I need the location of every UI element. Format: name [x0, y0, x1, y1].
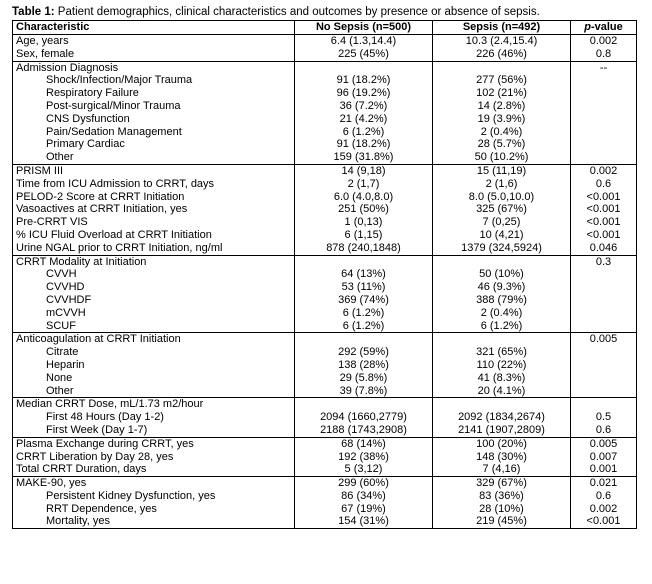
cell-sepsis — [433, 164, 571, 255]
header-p-italic: p — [584, 21, 591, 33]
row-label: Anticoagulation at CRRT Initiation — [16, 333, 181, 346]
row-value: 1 (0,13) — [344, 216, 383, 229]
row-value: 10.3 (2.4,15.4) — [465, 35, 538, 47]
row-value: 28 (5.7%) — [477, 138, 526, 151]
row-value: 0.005 — [589, 333, 618, 346]
row-value: 21 (4.2%) — [339, 112, 388, 125]
cell-characteristic — [13, 61, 295, 164]
row-value: 299 (60%) — [338, 477, 389, 490]
row-value — [574, 74, 633, 87]
row-value: 10 (4,21) — [479, 228, 524, 241]
cell-no-sepsis — [295, 255, 433, 333]
row-value — [574, 138, 633, 151]
row-value — [574, 151, 633, 164]
row-value: <0.001 — [586, 228, 621, 241]
row-value — [574, 268, 633, 281]
cell-p-value — [571, 333, 637, 398]
row-value: 0.001 — [589, 463, 618, 476]
row-value — [574, 320, 633, 333]
cell-characteristic — [13, 437, 295, 476]
row-value: 251 (50%) — [338, 203, 389, 216]
row-value: 19 (3.9%) — [477, 112, 526, 125]
row-label: CVVHD — [46, 281, 85, 294]
row-value: 6 (1.2%) — [480, 319, 523, 332]
row-value: 86 (34%) — [341, 489, 386, 502]
row-value: 6 (1.2%) — [342, 125, 385, 138]
table-row-group — [13, 255, 637, 333]
row-label: None — [46, 371, 73, 384]
cell-no-sepsis — [295, 61, 433, 164]
row-value — [574, 346, 633, 359]
row-value: 2 (1,6) — [485, 177, 518, 190]
row-label: Respiratory Failure — [46, 87, 139, 100]
row-label: PRISM III — [16, 164, 64, 177]
cell-characteristic — [13, 164, 295, 255]
row-value: 369 (74%) — [338, 293, 389, 306]
row-value: 219 (45%) — [476, 515, 527, 528]
row-label: RRT Dependence, yes — [46, 502, 157, 515]
row-value — [298, 398, 429, 411]
row-value — [574, 359, 633, 372]
patient-demographics-table — [12, 20, 637, 529]
cell-characteristic — [13, 333, 295, 398]
table-row-group — [13, 61, 637, 164]
row-value: 41 (8.3%) — [477, 371, 526, 384]
row-value: 159 (31.8%) — [333, 151, 394, 164]
row-label: Median CRRT Dose, mL/1.73 m2/hour — [16, 398, 204, 411]
row-value — [298, 333, 429, 346]
row-value: 138 (28%) — [338, 358, 389, 371]
row-value — [574, 87, 633, 100]
row-value — [574, 307, 633, 320]
row-value: 64 (13%) — [341, 268, 386, 281]
cell-p-value — [571, 255, 637, 333]
row-value: 91 (18.2%) — [336, 138, 391, 151]
row-label: Time from ICU Admission to CRRT, days — [16, 177, 215, 190]
cell-sepsis — [433, 61, 571, 164]
table-row-group — [13, 333, 637, 398]
row-value: 68 (14%) — [341, 437, 386, 450]
row-value: 102 (21%) — [476, 87, 527, 100]
row-value — [574, 281, 633, 294]
row-value: 91 (18.2%) — [336, 74, 391, 87]
row-value: 14 (2.8%) — [477, 99, 526, 112]
cell-p-value — [571, 35, 637, 62]
table-row-group — [13, 477, 637, 529]
table-row-group — [13, 35, 637, 62]
cell-no-sepsis — [295, 398, 433, 437]
header-no-sepsis: No Sepsis (n=500) — [295, 21, 433, 35]
row-label: Plasma Exchange during CRRT, yes — [16, 437, 194, 450]
cell-p-value — [571, 437, 637, 476]
row-value: 6.4 (1.3,14.4) — [330, 35, 397, 47]
row-value — [574, 294, 633, 307]
cell-characteristic — [13, 398, 295, 437]
row-label: MAKE-90, yes — [16, 477, 87, 490]
row-value: <0.001 — [586, 515, 621, 528]
row-value: 50 (10.2%) — [474, 151, 529, 164]
row-value: 8.0 (5.0,10.0) — [468, 190, 535, 203]
row-value — [298, 256, 429, 269]
row-value: 53 (11%) — [341, 281, 386, 294]
table-caption — [12, 6, 540, 19]
cell-sepsis — [433, 437, 571, 476]
caption-label: Table 1: — [12, 6, 55, 18]
cell-no-sepsis — [295, 35, 433, 62]
row-value — [436, 333, 567, 346]
row-value: 0.6 — [595, 489, 612, 502]
row-value: 0.002 — [589, 164, 618, 177]
header-sepsis: Sepsis (n=492) — [433, 21, 571, 35]
row-value: 110 (22%) — [476, 358, 527, 371]
row-value: 0.002 — [589, 502, 618, 515]
table-row-group — [13, 164, 637, 255]
row-label: Admission Diagnosis — [16, 61, 119, 74]
row-value: 0.3 — [595, 255, 612, 268]
cell-sepsis — [433, 477, 571, 529]
row-value: 277 (56%) — [476, 74, 527, 87]
row-value: 28 (10%) — [479, 502, 524, 515]
row-value: 36 (7.2%) — [339, 99, 388, 112]
row-label: mCVVH — [46, 306, 86, 319]
row-value: 388 (79%) — [476, 293, 527, 306]
row-label: First Week (Day 1-7) — [46, 423, 148, 436]
row-value: 2092 (1834,2674) — [458, 411, 545, 424]
cell-p-value — [571, 164, 637, 255]
row-value: 7 (0,25) — [482, 216, 521, 229]
row-value: 46 (9.3%) — [477, 281, 526, 294]
cell-sepsis — [433, 398, 571, 437]
row-label: Other — [46, 384, 74, 397]
row-label: SCUF — [46, 319, 76, 332]
row-label: First 48 Hours (Day 1-2) — [46, 411, 164, 424]
row-value: 15 (11,19) — [476, 164, 527, 177]
row-label: Total CRRT Duration, days — [16, 463, 147, 476]
row-value: <0.001 — [586, 203, 621, 216]
row-value: -- — [599, 61, 608, 74]
row-value: 2 (0.4%) — [480, 125, 523, 138]
row-value — [436, 398, 567, 411]
row-value: 192 (38%) — [338, 450, 389, 463]
row-value — [574, 126, 633, 139]
row-label: Pain/Sedation Management — [46, 125, 182, 138]
row-label: Vasoactives at CRRT Initiation, yes — [16, 203, 188, 216]
row-label: CVVH — [46, 268, 77, 281]
row-value: 96 (19.2%) — [336, 87, 391, 100]
row-label: Urine NGAL prior to CRRT Initiation, ng/ml — [16, 241, 223, 254]
row-value: 321 (65%) — [476, 346, 527, 359]
row-value — [574, 385, 633, 398]
row-value: 0.021 — [589, 477, 618, 490]
row-value: 39 (7.8%) — [339, 384, 388, 397]
row-value: 67 (19%) — [341, 502, 386, 515]
header-characteristic: Characteristic — [13, 21, 295, 35]
cell-no-sepsis — [295, 333, 433, 398]
caption-text: Patient demographics, clinical characteristics and outcomes by presence or absence of sepsis. — [54, 6, 540, 18]
row-value: 6 (1,15) — [344, 228, 383, 241]
row-value: 2141 (1907,2809) — [458, 423, 545, 436]
row-value: 148 (30%) — [476, 450, 527, 463]
row-label: Pre-CRRT VIS — [16, 216, 88, 229]
row-value: 292 (59%) — [338, 346, 389, 359]
row-value — [574, 372, 633, 385]
cell-no-sepsis — [295, 164, 433, 255]
cell-sepsis — [433, 35, 571, 62]
cell-p-value — [571, 398, 637, 437]
row-value: 7 (4,16) — [482, 463, 521, 476]
row-label: CRRT Modality at Initiation — [16, 255, 147, 268]
table-row-group — [13, 398, 637, 437]
row-value — [436, 62, 567, 75]
row-value: 83 (36%) — [479, 489, 524, 502]
header-p-suffix: -value — [590, 21, 623, 33]
row-value: 0.8 — [595, 47, 612, 60]
row-label: Shock/Infection/Major Trauma — [46, 74, 193, 87]
row-value — [574, 398, 633, 411]
row-value: 14 (9,18) — [341, 164, 386, 177]
row-value: 20 (4.1%) — [477, 384, 526, 397]
row-value: 0.007 — [589, 450, 618, 463]
row-value: 0.5 — [595, 411, 612, 424]
row-label: Mortality, yes — [46, 515, 110, 528]
row-value: 325 (67%) — [476, 203, 527, 216]
row-label: Post-surgical/Minor Trauma — [46, 99, 181, 112]
row-value: 2 (0.4%) — [480, 306, 523, 319]
row-label: Sex, female — [16, 47, 75, 60]
row-value — [574, 100, 633, 113]
row-value: 1379 (324,5924) — [461, 241, 542, 254]
row-value: 6 (1.2%) — [342, 319, 385, 332]
row-value: 100 (20%) — [476, 437, 527, 450]
table-header-row — [13, 21, 637, 35]
cell-p-value — [571, 61, 637, 164]
header-p-value — [571, 21, 637, 35]
row-value: 0.6 — [595, 423, 612, 436]
row-value: 154 (31%) — [338, 515, 389, 528]
cell-no-sepsis — [295, 437, 433, 476]
row-value: 329 (67%) — [476, 477, 527, 490]
row-label: CNS Dysfunction — [46, 112, 130, 125]
cell-characteristic — [13, 35, 295, 62]
row-value: 6 (1.2%) — [342, 306, 385, 319]
row-value: 6.0 (4.0,8.0) — [333, 190, 394, 203]
row-value: <0.001 — [586, 190, 621, 203]
cell-p-value — [571, 477, 637, 529]
row-value: 878 (240,1848) — [326, 241, 401, 254]
row-value: 5 (3,12) — [344, 463, 383, 476]
table-row-group — [13, 437, 637, 476]
cell-characteristic — [13, 477, 295, 529]
row-value — [298, 62, 429, 75]
row-value: 2094 (1660,2779) — [320, 411, 407, 424]
row-label: Citrate — [46, 346, 79, 359]
cell-characteristic — [13, 255, 295, 333]
row-label: CRRT Liberation by Day 28, yes — [16, 450, 174, 463]
row-value: 0.6 — [595, 177, 612, 190]
row-value: 225 (45%) — [338, 47, 389, 60]
row-value: 226 (46%) — [476, 47, 527, 60]
cell-sepsis — [433, 255, 571, 333]
row-value: 2 (1,7) — [347, 177, 380, 190]
row-label: Other — [46, 151, 74, 164]
row-value: 2188 (1743,2908) — [320, 423, 407, 436]
cell-sepsis — [433, 333, 571, 398]
row-label: CVVHDF — [46, 293, 92, 306]
row-value — [574, 113, 633, 126]
row-label: Primary Cardiac — [46, 138, 125, 151]
cell-no-sepsis — [295, 477, 433, 529]
row-label: PELOD-2 Score at CRRT Initiation — [16, 190, 185, 203]
row-value: <0.001 — [586, 216, 621, 229]
row-label: Heparin — [46, 358, 85, 371]
row-value: 29 (5.8%) — [339, 371, 388, 384]
row-label: % ICU Fluid Overload at CRRT Initiation — [16, 228, 212, 241]
row-label: Age, years — [16, 35, 69, 47]
row-label: Persistent Kidney Dysfunction, yes — [46, 489, 216, 502]
row-value — [436, 256, 567, 269]
row-value: 0.046 — [589, 241, 618, 254]
row-value: 0.005 — [589, 437, 618, 450]
row-value: 50 (10%) — [479, 268, 524, 281]
row-value: 0.002 — [589, 35, 618, 47]
